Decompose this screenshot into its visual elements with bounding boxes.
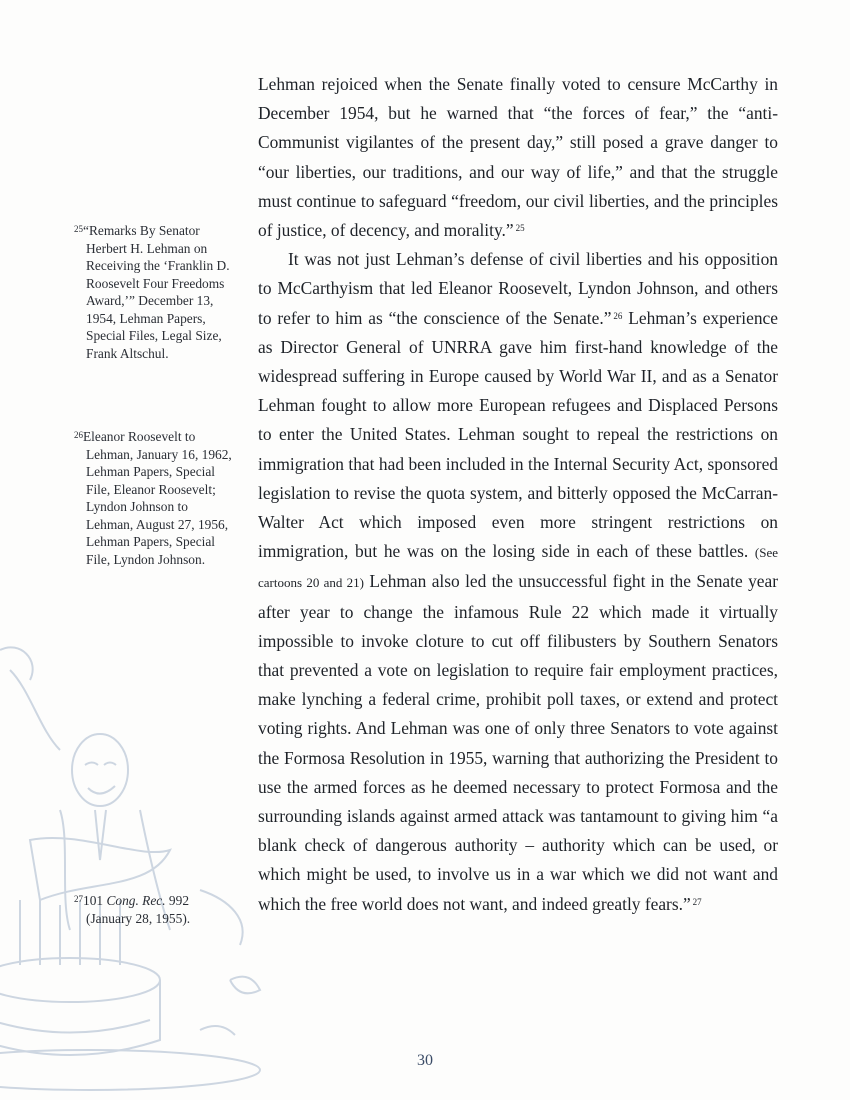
footnote-text-italic: Cong. Rec. xyxy=(106,893,166,908)
paragraph-2 xyxy=(258,245,778,919)
footnote-26 xyxy=(74,428,232,568)
paragraph-text-b: Lehman’s experience as Director General of UNRRA gave him first-hand knowledge of the widespread suffering in Europe caused by World War II, and as a Senator Lehman fought to allow more European refugees and Displaced Persons to enter the United States. Lehman sought to repeal the restrictions on immigration that had been included in the Internal Security Act, sponsored legislation to revise the quota system, and bitterly opposed the McCarran-Walter Act which imposed even more stringent restrictions on immigration, but he was on the losing side in each of these battles. xyxy=(258,307,778,562)
footnote-27 xyxy=(74,892,232,927)
footnote-text-pre: 101 xyxy=(83,893,107,908)
footnote-text-post: 992 (January 28, 1955). xyxy=(86,893,191,926)
footnote-25 xyxy=(74,222,232,362)
footnote-number: 25 xyxy=(74,224,83,234)
footnote-reference: 25 xyxy=(515,223,525,234)
page-number: 30 xyxy=(417,1052,433,1069)
cartoon-aside: (See cartoons 20 and 21) xyxy=(258,545,778,591)
paragraph-1 xyxy=(258,70,778,245)
paragraph-text-c: Lehman also led the unsuccessful fight in the Senate year after year to change the infamous Rule 22 which made it virtually impossible to invoke cloture to cut off filibusters by Southern Senators that prevented a vote on legislation to require fair employment practices, make lynching a federal crime, prohibit poll taxes, or extend and protect voting rights. And Lehman was one of only three Senators to vote against the Formosa Resolution in 1955, warning that authorizing the President to use the armed forces as he deemed necessary to protect Formosa and the surrounding islands against armed attack was tantamount to giving him “a blank check of dangerous authority – authority which can be used, or which might be used, to involve us in a war which we did not want and which the free world does not want, and indeed greatly fears.” xyxy=(258,571,778,914)
footnote-number: 26 xyxy=(74,430,83,440)
paragraph-text-a: It was not just Lehman’s defense of civil liberties and his opposition to McCarthyism that led Eleanor Roosevelt, Lyndon Johnson, and others to refer to him as “the conscience of the Senate.” xyxy=(258,249,778,328)
footnote-text: Eleanor Roosevelt to Lehman, January 16, 1962, Lehman Papers, Special File, Eleanor Roosevelt; Lyndon Johnson to Lehman, August 27, 1956, Lehman Papers, Special File, Lyndon Johnson. xyxy=(83,429,232,567)
footnote-reference: 27 xyxy=(692,896,702,907)
footnote-reference: 26 xyxy=(613,310,623,321)
footnote-text: “Remarks By Senator Herbert H. Lehman on Receiving the ‘Franklin D. Roosevelt Four Freedoms Award,’” December 13, 1954, Lehman Papers, Special Files, Legal Size, Frank Altschul. xyxy=(83,223,230,361)
paragraph-text: Lehman rejoiced when the Senate finally voted to censure McCarthy in December 1954, but he warned that “the forces of fear,” the “anti-Communist vigilantes of the present day,” still posed a grave danger to “our liberties, our traditions, and our way of life,” and that the struggle must continue to safeguard “freedom, our civil liberties, and the principles of justice, of decency, and morality.” xyxy=(258,74,778,241)
body-text xyxy=(258,70,778,919)
background-cartoon-illustration xyxy=(0,600,300,1100)
footnote-number: 27 xyxy=(74,894,83,904)
